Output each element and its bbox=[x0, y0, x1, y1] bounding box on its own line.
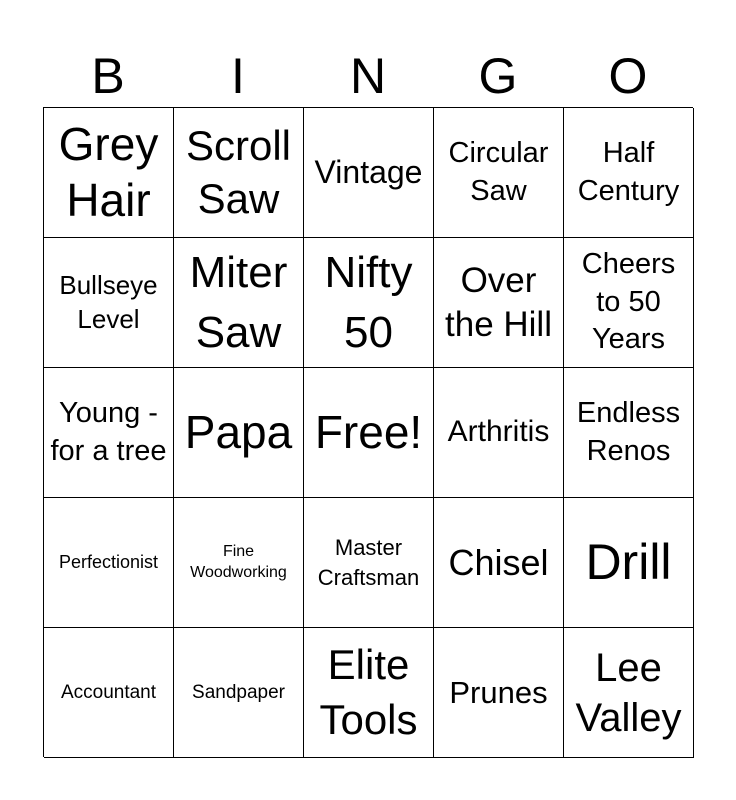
bingo-cell: Sandpaper bbox=[174, 628, 304, 758]
bingo-cell: Fine Woodworking bbox=[174, 498, 304, 628]
bingo-header bbox=[43, 44, 693, 108]
bingo-cell: Nifty 50 bbox=[304, 238, 434, 368]
bingo-cell: Vintage bbox=[304, 108, 434, 238]
header-letter-o: O bbox=[608, 48, 648, 104]
bingo-cell: Chisel bbox=[434, 498, 564, 628]
bingo-cell: Master Craftsman bbox=[304, 498, 434, 628]
bingo-cell: Accountant bbox=[44, 628, 174, 758]
header-letter-g: G bbox=[478, 48, 518, 104]
bingo-cell: Circular Saw bbox=[434, 108, 564, 238]
bingo-cell: Scroll Saw bbox=[174, 108, 304, 238]
bingo-cell: Arthritis bbox=[434, 368, 564, 498]
bingo-cell: Free! bbox=[304, 368, 434, 498]
header-letter-b: B bbox=[91, 48, 125, 104]
bingo-board bbox=[43, 107, 693, 757]
header-letter-i: I bbox=[231, 48, 245, 104]
bingo-cell: Drill bbox=[564, 498, 694, 628]
bingo-cell: Prunes bbox=[434, 628, 564, 758]
bingo-cell: Young - for a tree bbox=[44, 368, 174, 498]
bingo-cell: Endless Renos bbox=[564, 368, 694, 498]
bingo-cell: Over the Hill bbox=[434, 238, 564, 368]
bingo-cell: Papa bbox=[174, 368, 304, 498]
bingo-cell: Perfectionist bbox=[44, 498, 174, 628]
bingo-cell: Cheers to 50 Years bbox=[564, 238, 694, 368]
bingo-cell: Bullseye Level bbox=[44, 238, 174, 368]
bingo-cell: Lee Valley bbox=[564, 628, 694, 758]
bingo-cell: Half Century bbox=[564, 108, 694, 238]
bingo-cell: Grey Hair bbox=[44, 108, 174, 238]
bingo-cell: Miter Saw bbox=[174, 238, 304, 368]
bingo-cell: Elite Tools bbox=[304, 628, 434, 758]
header-letter-n: N bbox=[349, 48, 387, 104]
